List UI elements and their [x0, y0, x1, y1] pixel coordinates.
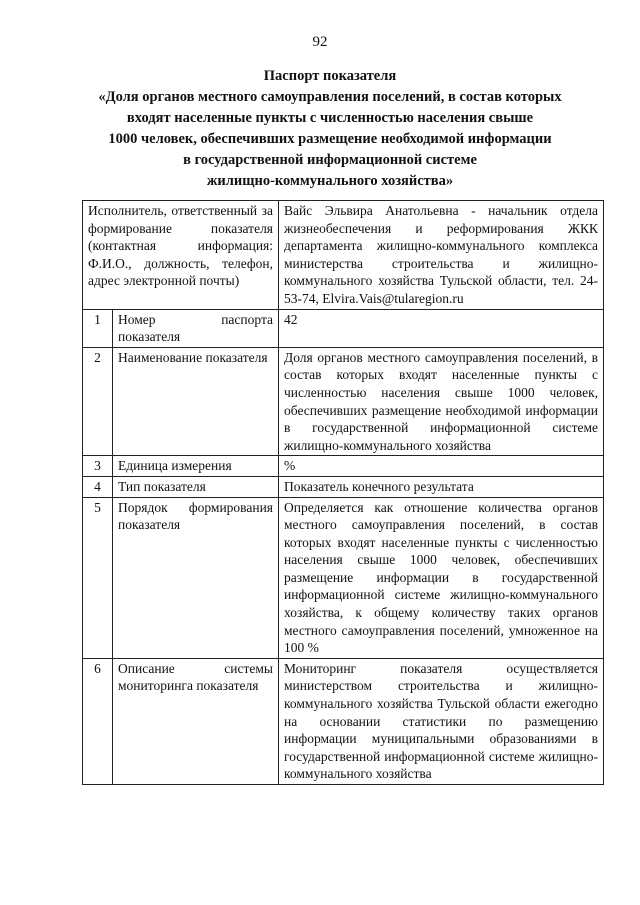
row-label: Наименование показателя	[113, 347, 279, 456]
row-value: Определяется как отношение количества органов местного самоуправления поселений, в состав которых входят населенные пункты с численностью населения свыше 1000 человек, обеспечивших размещение информации в государственной информационной системе жилищно-коммунального хозяйства, к общему количеству таких органов местного самоуправления поселений, умноженное на 100 %	[279, 497, 604, 658]
title-line: 1000 человек, обеспечивших размещение необходимой информации	[108, 131, 552, 147]
row-label: Тип показателя	[113, 476, 279, 497]
table-row	[83, 456, 604, 477]
row-number: 1	[83, 309, 113, 347]
table-row	[83, 497, 604, 658]
row-number: 4	[83, 476, 113, 497]
title-line: входят населенные пункты с численностью населения свыше	[126, 110, 534, 126]
executor-label: Исполнитель, ответственный за формирование показателя (контактная информация: Ф.И.О., должность, телефон, адрес электронной почты)	[83, 201, 279, 310]
title-line: «Доля органов местного самоуправления поселений, в состав которых	[98, 89, 562, 105]
row-value: Доля органов местного самоуправления поселений, в состав которых входят населенные пункты с численностью населения свыше 1000 человек, обеспечивших размещение необходимой информации в государственной информационной системе жилищно-коммунального хозяйства	[279, 347, 604, 456]
row-value: 42	[279, 309, 604, 347]
table-row	[83, 658, 604, 784]
table-row	[83, 476, 604, 497]
row-number: 5	[83, 497, 113, 658]
row-value: Мониторинг показателя осуществляется министерством строительства и жилищно-коммунального хозяйства Тульской области ежегодно на основании статистики по размещению информации муниципальными образованиями в государственной информационной системе жилищно-коммунального хозяйства	[279, 658, 604, 784]
row-number: 6	[83, 658, 113, 784]
row-value: Показатель конечного результата	[279, 476, 604, 497]
title-line: в государственной информационной системе	[183, 152, 477, 168]
passport-table	[82, 200, 604, 785]
row-number: 2	[83, 347, 113, 456]
page-number: 92	[312, 34, 328, 50]
table-row-executor	[83, 201, 604, 310]
row-value: %	[279, 456, 604, 477]
row-label: Описание системы мониторинга показателя	[113, 658, 279, 784]
table-row	[83, 347, 604, 456]
document-title	[60, 66, 600, 192]
table-row	[83, 309, 604, 347]
title-line: Паспорт показателя	[263, 68, 397, 84]
title-line: жилищно-коммунального хозяйства»	[206, 173, 454, 189]
row-number: 3	[83, 456, 113, 477]
executor-value: Вайс Эльвира Анатольевна - начальник отдела жизнеобеспечения и реформирования ЖКК департамента жилищно-коммунального комплекса министерства строительства и жилищно-коммунального хозяйства Тульской области, тел. 24-53-74, Elvira.Vais@tularegion.ru	[279, 201, 604, 310]
row-label: Единица измерения	[113, 456, 279, 477]
row-label: Порядок формирования показателя	[113, 497, 279, 658]
row-label: Номер паспорта показателя	[113, 309, 279, 347]
